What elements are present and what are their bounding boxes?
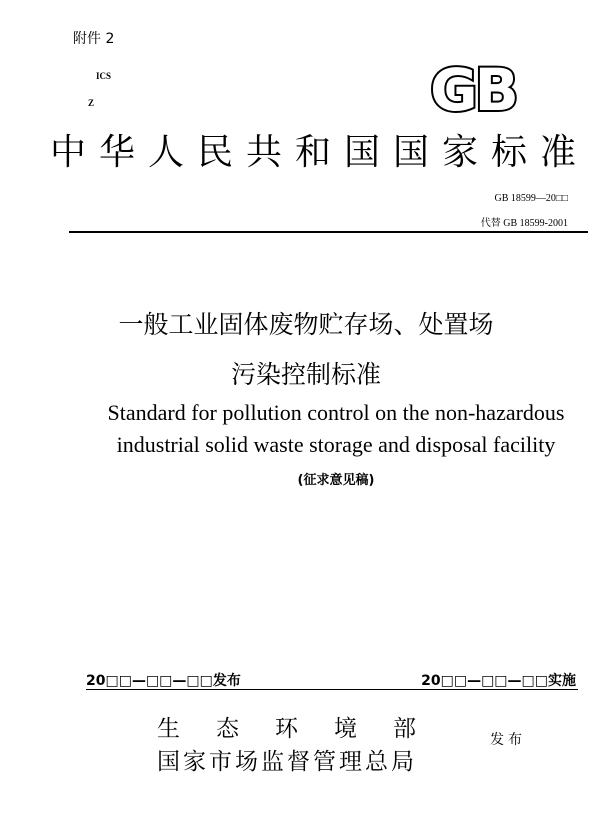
cn-title-line1: 一般工业固体废物贮存场、处置场 <box>118 310 494 339</box>
replaces-standard: 代替 GB 18599-2001 <box>480 218 568 229</box>
issuer-administration: 国家市场监督管理总局 <box>157 749 417 775</box>
draft-note: (征求意见稿) <box>297 473 375 488</box>
publish-date: 20□□—□□—□□发布 <box>86 673 241 689</box>
national-standard-title: 中华人民共和国国家标准 <box>50 132 590 173</box>
header-divider <box>69 231 588 233</box>
ics-label: ICS <box>96 71 112 81</box>
gb-logo-text: GB <box>430 60 516 116</box>
cn-title-line2: 污染控制标准 <box>230 360 381 389</box>
implement-date: 20□□—□□—□□实施 <box>421 673 576 689</box>
standard-number: GB 18599—20□□ <box>494 193 568 204</box>
issuer-ministry: 生态环境部 <box>157 716 452 742</box>
attachment-label: 附件 2 <box>73 31 115 47</box>
en-title-line1: Standard for pollution control on the non-hazardous <box>107 400 565 425</box>
issue-verb: 发布 <box>490 732 526 748</box>
gb-logo <box>424 60 522 116</box>
en-title-line2: industrial solid waste storage and disposal facility <box>116 432 556 457</box>
footer-divider <box>86 689 578 690</box>
ccs-label: Z <box>88 98 95 108</box>
